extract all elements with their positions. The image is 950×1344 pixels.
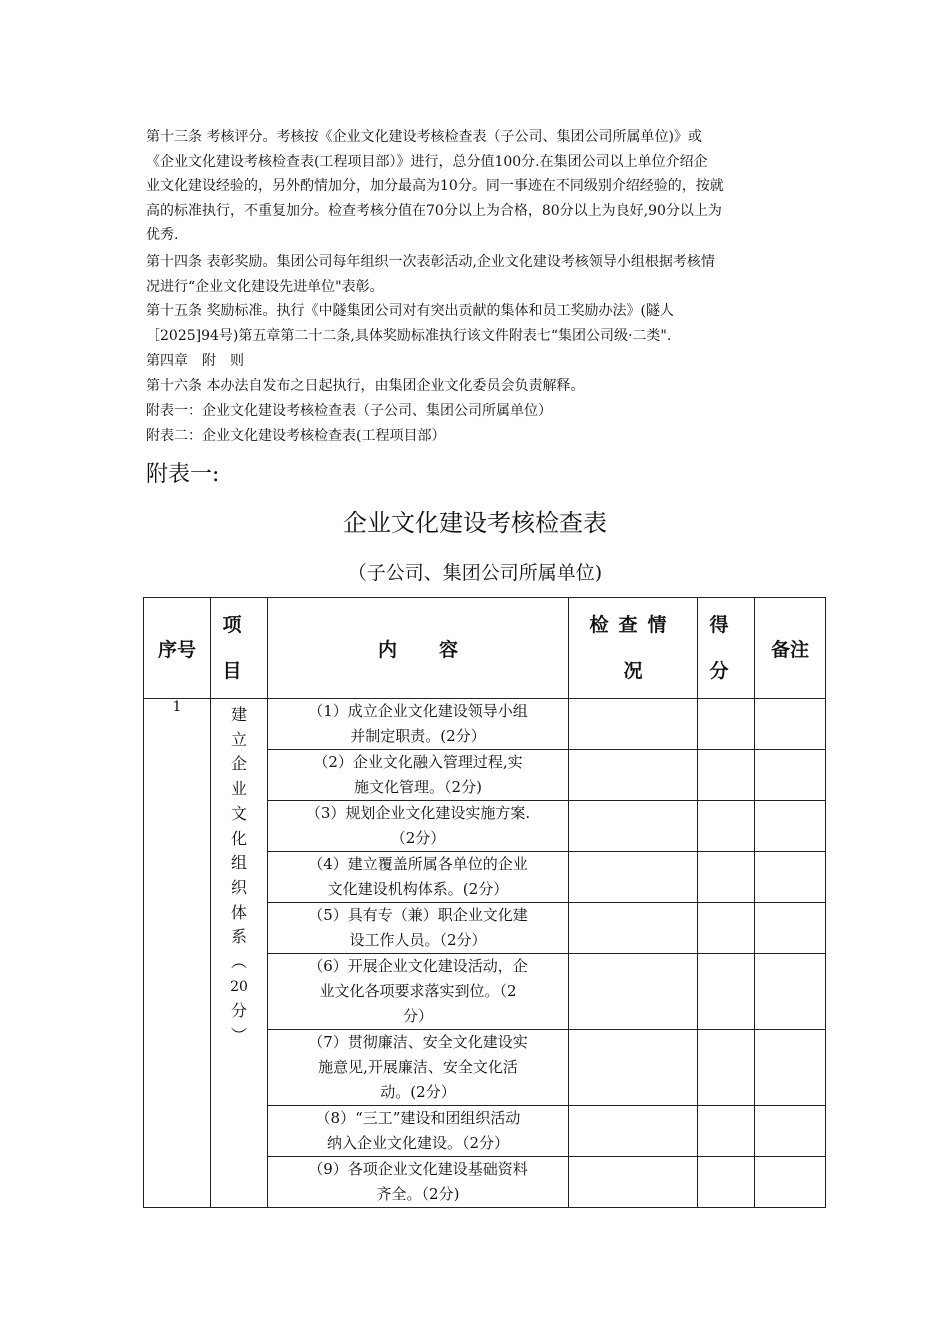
content-cell [268, 1106, 569, 1157]
header-content-char: 内 [377, 638, 397, 661]
header-score-char: 得 [709, 614, 743, 636]
article-14-line: 况进行“企业文化建设先进单位"表彰。 [146, 278, 384, 295]
group-seq: 1 [144, 699, 211, 1208]
group-item-char: 立 [230, 729, 247, 749]
group-item-char: 分 [230, 1001, 247, 1021]
content-line: 文化建设机构体系。(2分） [327, 880, 509, 898]
article-15-line: 第十五条 奖励标准。执行《中隧集团公司对有突出贡献的集体和员工奖励办法》(隧人 [146, 303, 674, 319]
content-line: （8）“三工”建设和团组织活动 [315, 1109, 521, 1127]
header-content-char: 容 [439, 638, 459, 661]
content-line: 施意见,开展廉洁、安全文化活 [318, 1058, 518, 1076]
score-cell[interactable] [698, 1106, 755, 1157]
article-13-line: 优秀. [146, 227, 179, 244]
remark-cell[interactable] [755, 801, 826, 852]
content-cell [268, 699, 569, 750]
article-13-line: 《企业文化建设考核检查表(工程项目部）》进行，总分值100分.在集团公司以上单位介绍企 [146, 153, 708, 170]
score-cell[interactable] [698, 852, 755, 903]
chapter-4-heading: 第四章 附 则 [146, 353, 244, 369]
check-cell[interactable] [569, 852, 698, 903]
table-title: 企业文化建设考核检查表 [343, 509, 607, 537]
header-score [698, 598, 755, 699]
content-line: 施文化管理。（2分) [354, 778, 482, 796]
content-line: （1）成立企业文化建设领导小组 [308, 702, 528, 720]
score-cell[interactable] [698, 954, 755, 1030]
check-cell[interactable] [569, 699, 698, 750]
score-cell[interactable] [698, 903, 755, 954]
content-cell [268, 954, 569, 1030]
content-cell [268, 801, 569, 852]
content-line: 分） [402, 1007, 433, 1025]
appendix-label: 附表一: [146, 462, 220, 487]
content-line: （4）建立覆盖所属各单位的企业 [308, 855, 528, 873]
group-item-char: ︵ [230, 952, 247, 972]
remark-cell[interactable] [755, 1106, 826, 1157]
article-13-line: 业文化建设经验的，另外酌情加分，加分最高为10分。同一事迹在不同级别介绍经验的，按就 [146, 178, 724, 195]
article-16: 第十六条 本办法自发布之日起执行，由集团企业文化委员会负责解释。 [146, 378, 585, 394]
group-item-char: 体 [230, 902, 247, 922]
score-cell[interactable] [698, 750, 755, 801]
group-item-char: 织 [230, 877, 247, 897]
content-cell [268, 750, 569, 801]
score-cell[interactable] [698, 1030, 755, 1106]
check-cell[interactable] [569, 903, 698, 954]
remark-cell[interactable] [755, 1157, 826, 1208]
remark-cell[interactable] [755, 903, 826, 954]
remark-cell[interactable] [755, 1030, 826, 1106]
group-item-char: 文 [230, 803, 247, 823]
content-line: 纳入企业文化建设。（2分） [326, 1134, 510, 1152]
table-row [144, 699, 826, 750]
check-cell[interactable] [569, 1157, 698, 1208]
check-cell[interactable] [569, 801, 698, 852]
remark-cell[interactable] [755, 699, 826, 750]
header-remark: 备注 [755, 598, 826, 699]
content-line: 设工作人员。（2分） [349, 931, 487, 949]
remark-cell[interactable] [755, 954, 826, 1030]
attachment-2-line: 附表二：企业文化建设考核检查表(工程项目部） [146, 428, 446, 444]
group-item-char: 业 [230, 779, 247, 799]
check-cell[interactable] [569, 954, 698, 1030]
content-line: （2分） [390, 829, 446, 847]
content-line: （2）企业文化融入管理过程,实 [313, 753, 523, 771]
content-line: （5）具有专（兼）职企业文化建 [308, 906, 528, 924]
header-check-line: 况 [623, 660, 643, 682]
article-15-line: ［2025]94号)第五章第二十二条,具体奖励标准执行该文件附表七“集团公司级·二类". [146, 327, 672, 344]
content-line: 业文化各项要求落实到位。（2 [319, 982, 517, 1000]
content-cell [268, 1030, 569, 1106]
header-item-char: 项 [222, 614, 256, 636]
group-item-char: ︶ [230, 1026, 247, 1046]
content-cell [268, 903, 569, 954]
group-item-char: 20 [230, 978, 248, 995]
group-item-char: 组 [230, 853, 247, 873]
group-item-char: 系 [230, 927, 247, 947]
score-cell[interactable] [698, 1157, 755, 1208]
article-13 [146, 125, 812, 248]
article-14-line: 第十四条 表彰奖励。集团公司每年组织一次表彰活动,企业文化建设考核领导小组根据考核情 [146, 254, 715, 270]
content-line: 并制定职责。(2分） [350, 727, 486, 745]
table-subtitle: （子公司、集团公司所属单位) [347, 562, 603, 584]
check-cell[interactable] [569, 1030, 698, 1106]
article-14 [146, 250, 812, 299]
group-item-char: 化 [230, 828, 247, 848]
article-15 [146, 299, 812, 348]
header-content [268, 598, 569, 699]
article-13-line: 第十三条 考核评分。考核按《企业文化建设考核检查表（子公司、集团公司所属单位)》或 [146, 129, 702, 145]
group-item [211, 699, 268, 1208]
check-cell[interactable] [569, 750, 698, 801]
check-cell[interactable] [569, 1106, 698, 1157]
header-seq: 序号 [144, 598, 211, 699]
header-score-char: 分 [709, 660, 743, 682]
remark-cell[interactable] [755, 750, 826, 801]
table-header-row [144, 598, 826, 699]
content-line: 齐全。（2分) [376, 1185, 460, 1203]
score-cell[interactable] [698, 699, 755, 750]
content-line: （6）开展企业文化建设活动，企 [308, 957, 528, 975]
article-13-line: 高的标准执行，不重复加分。检查考核分值在70分以上为合格，80分以上为良好,90分以上为 [146, 202, 722, 219]
header-item-char: 目 [222, 660, 256, 682]
content-line: （3）规划企业文化建设实施方案. [305, 804, 531, 822]
group-item-char: 建 [230, 705, 247, 724]
remark-cell[interactable] [755, 852, 826, 903]
assessment-table [143, 597, 826, 1208]
header-check [569, 598, 698, 699]
group-item-char: 企 [230, 754, 247, 774]
score-cell[interactable] [698, 801, 755, 852]
content-cell [268, 852, 569, 903]
content-cell [268, 1157, 569, 1208]
content-line: 动。(2分） [380, 1083, 456, 1101]
content-line: （9）各项企业文化建设基础资料 [308, 1160, 528, 1178]
header-item [211, 598, 268, 699]
content-line: （7）贯彻廉洁、安全文化建设实 [308, 1033, 528, 1051]
header-check-line: 检查情 [589, 614, 677, 636]
attachment-1-line: 附表一：企业文化建设考核检查表（子公司、集团公司所属单位） [146, 403, 552, 419]
